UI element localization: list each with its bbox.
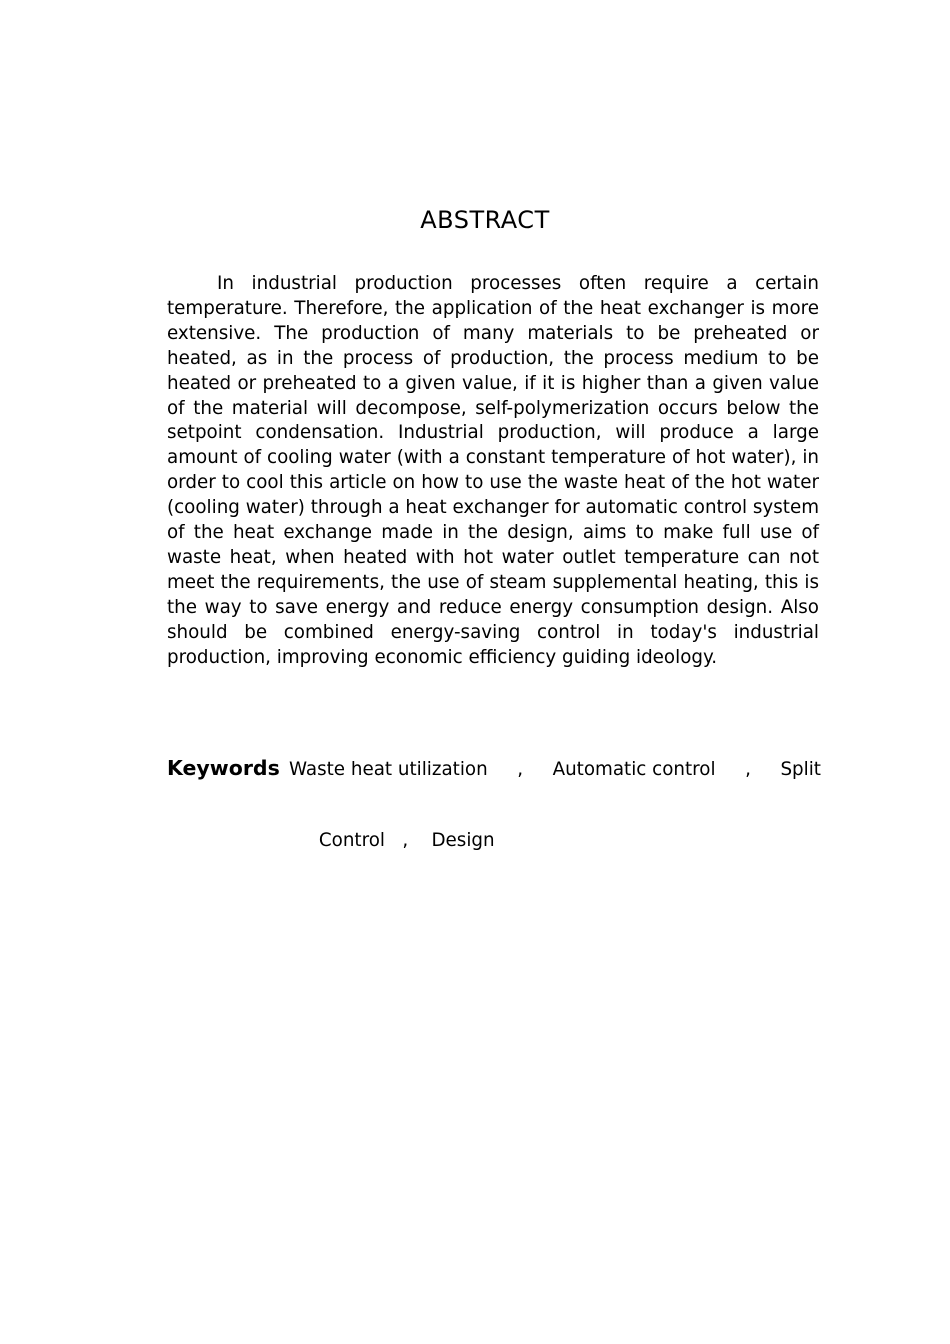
keywords-label: Keywords [167,756,280,780]
keyword-design: Design [431,830,495,851]
keyword-automatic-control: Automatic control [552,759,716,780]
keyword-split-control: Control [318,830,385,851]
abstract-title: ABSTRACT [420,206,550,234]
keywords-line-1 [289,759,821,780]
keywords-line-2 [284,809,495,872]
keyword-waste-heat: Waste heat utilization [289,759,488,780]
keyword-separator: , [402,830,409,851]
abstract-body: In industrial production processes often require a certain temperature. Therefore, the application of the heat exchanger is more extensive. The production of many materials to be preheated or heated, as in the process of production, the process medium to be heated or preheated to a given value, if it is higher than a given value of the material will decompose, self-polymerization occurs below the setpoint condensation. Industrial production, will produce a large amount of cooling water (with a constant temperature of hot water), in order to cool this article on how to use the waste heat of the hot water (cooling water) through a heat exchanger for automatic control system of the heat exchange made in the design, aims to make full use of waste heat, when heated with hot water outlet temperature can not meet the requirements, the use of steam supplemental heating, this is the way to save energy and reduce energy consumption design. Also should be combined energy-saving control in today's industrial production, improving economic efficiency guiding ideology. [167,273,819,668]
keyword-separator: , [745,759,751,780]
keyword-split: Split [780,759,821,780]
keywords-section [167,756,821,851]
keyword-separator: , [517,759,524,780]
